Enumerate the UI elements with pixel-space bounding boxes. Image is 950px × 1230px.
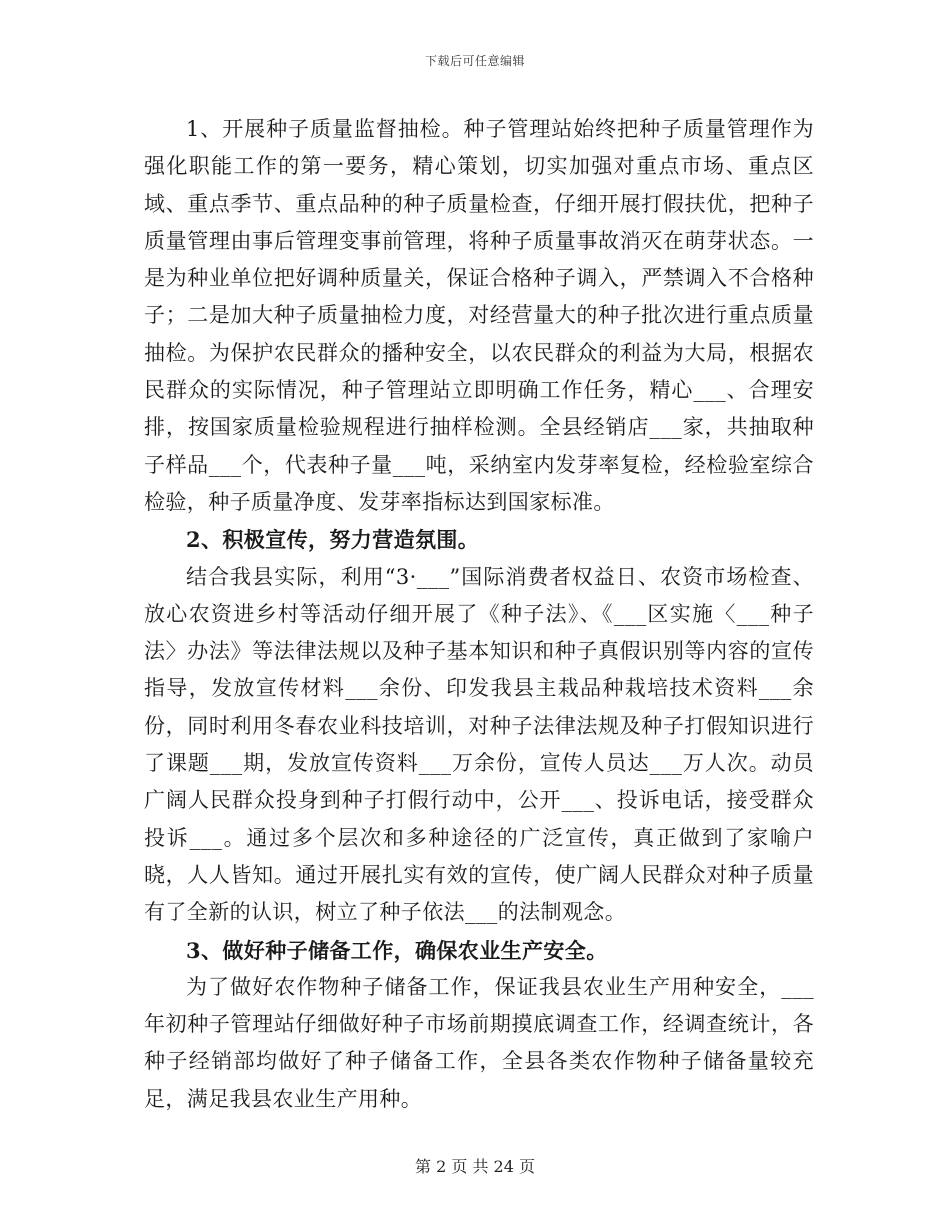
section-1-paragraph: 1、开展种子质量监督抽检。种子管理站始终把种子质量管理作为强化职能工作的第一要务，精心策划，切实加强对重点市场、重点区域、重点季节、重点品种的种子质量检查，仔细开展打假扶优，把种子质量管理由事后管理变事前管理，将种子质量事故消灭在萌芽状态。一是为种业单位把好调种质量关，保证合格种子调入，严禁调入不合格种子；二是加大种子质量抽检力度，对经营量大的种子批次进行重点质量抽检。为保护农民群众的播种安全，以农民群众的利益为大局，根据农民群众的实际情况，种子管理站立即明确工作任务，精心___、合理安排，按国家质量检验规程进行抽样检测。全县经销店___家，共抽取种子样品___个，代表种子量___吨，采纳室内发芽率复检，经检验室综合检验，种子质量净度、发芽率指标达到国家标准。 [144,117,814,514]
page-header: 下载后可任意编辑 [424,54,525,68]
page-number-footer: 第 2 页 共 24 页 [415,1157,535,1176]
section-2-heading: 2、积极宣传，努力营造氛围。 [186,527,480,553]
section-2-paragraph: 结合我县实际，利用“3·___”国际消费者权益日、农资市场检查、放心农资进乡村等活动仔细开展了《种子法》、《___区实施〈___种子法〉办法》等法律法规以及种子基本知识和种子真假识别等内容的宣传指导，发放宣传材料___余份、印发我县主栽品种栽培技术资料___余份，同时利用冬春农业科技培训，对种子法律法规及种子打假知识进行了课题___期，发放宣传资料___万余份，宣传人员达___万人次。动员广阔人民群众投身到种子打假行动中，公开___、投诉电话，接受群众投诉___。通过多个层次和多种途径的广泛宣传，真正做到了家喻户晓，人人皆知。通过开展扎实有效的宣传，使广阔人民群众对种子质量有了全新的认识，树立了种子依法___的法制观念。 [144,564,814,925]
document-body [144,111,814,1118]
section-3-paragraph: 为了做好农作物种子储备工作，保证我县农业生产用种安全，___年初种子管理站仔细做好种子市场前期摸底调查工作，经调查统计，各种子经销部均做好了种子储备工作，全县各类农作物种子储备量较充足，满足我县农业生产用种。 [144,974,814,1111]
section-3-heading: 3、做好种子储备工作，确保农业生产安全。 [186,937,608,963]
